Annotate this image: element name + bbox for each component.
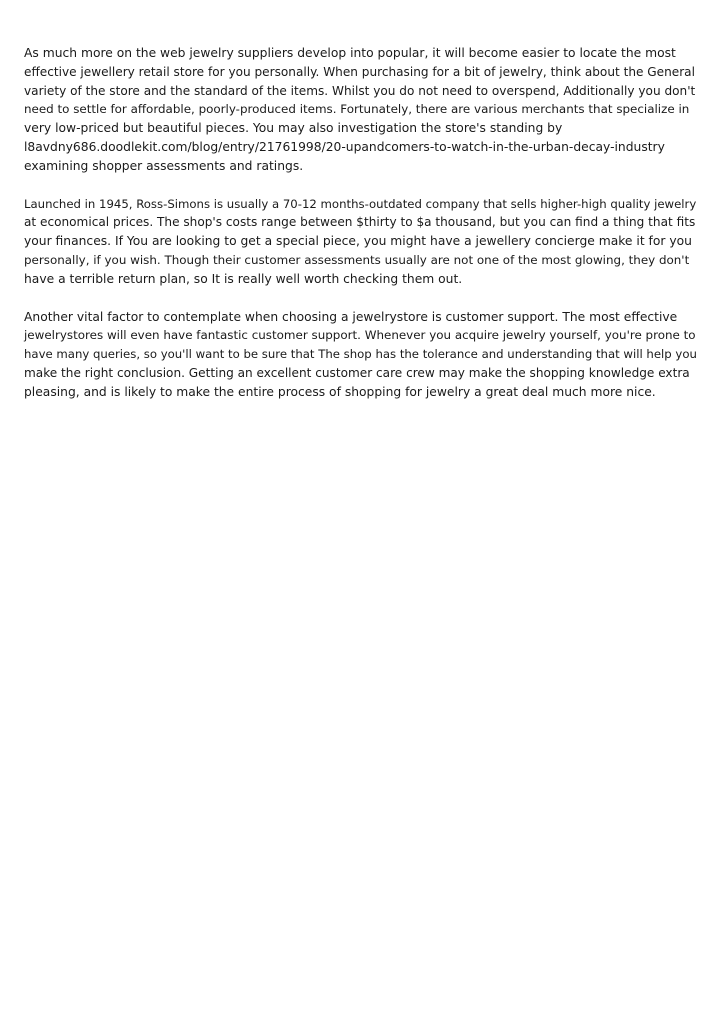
paragraph-1 — [24, 44, 700, 176]
paragraph-line: jewelrystores will even have fantastic customer support. Whenever you acquire jewelry yourself, you're prone to — [24, 328, 696, 343]
paragraph-line: at economical prices. The shop's costs range between $thirty to $a thousand, but you can find a thing that fits — [24, 215, 696, 230]
paragraph-line: As much more on the web jewelry suppliers develop into popular, it will become easier to locate the most — [24, 46, 676, 60]
paragraph-line: need to settle for affordable, poorly-produced items. Fortunately, there are various merchants that specialize in — [24, 102, 690, 117]
paragraph-line: examining shopper assessments and ratings. — [24, 158, 304, 173]
paragraph-2 — [24, 195, 700, 289]
paragraph-3 — [24, 308, 700, 402]
paragraph-line: Launched in 1945, Ross-Simons is usually a 70-12 months-outdated company that sells higher-high quality jewelry — [24, 196, 697, 211]
paragraph-line: effective jewellery retail store for you personally. When purchasing for a bit of jewelry, think about the General — [24, 64, 695, 79]
paragraph-line: your finances. If You are looking to get a special piece, you might have a jewellery concierge make it for you — [24, 234, 692, 249]
document-body — [24, 44, 700, 421]
paragraph-line: very low-priced but beautiful pieces. You may also investigation the store's standing by — [24, 121, 563, 136]
paragraph-line: l8avdny686.doodlekit.com/blog/entry/21761998/20-upandcomers-to-watch-in-the-urban-decay-industry — [24, 139, 665, 154]
paragraph-line: variety of the store and the standard of the items. Whilst you do not need to overspend, Additionally you don't — [24, 83, 696, 98]
paragraph-line: Another vital factor to contemplate when choosing a jewelrystore is customer support. The most effective — [24, 309, 678, 324]
paragraph-line: personally, if you wish. Though their customer assessments usually are not one of the most glowing, they don't — [24, 252, 690, 267]
paragraph-line: have a terrible return plan, so It is really well worth checking them out. — [24, 271, 463, 286]
paragraph-line: pleasing, and is likely to make the entire process of shopping for jewelry a great deal much more nice. — [24, 384, 656, 399]
paragraph-line: make the right conclusion. Getting an excellent customer care crew may make the shopping knowledge extra — [24, 365, 690, 380]
paragraph-line: have many queries, so you'll want to be sure that The shop has the tolerance and understanding that will help you — [24, 347, 697, 362]
